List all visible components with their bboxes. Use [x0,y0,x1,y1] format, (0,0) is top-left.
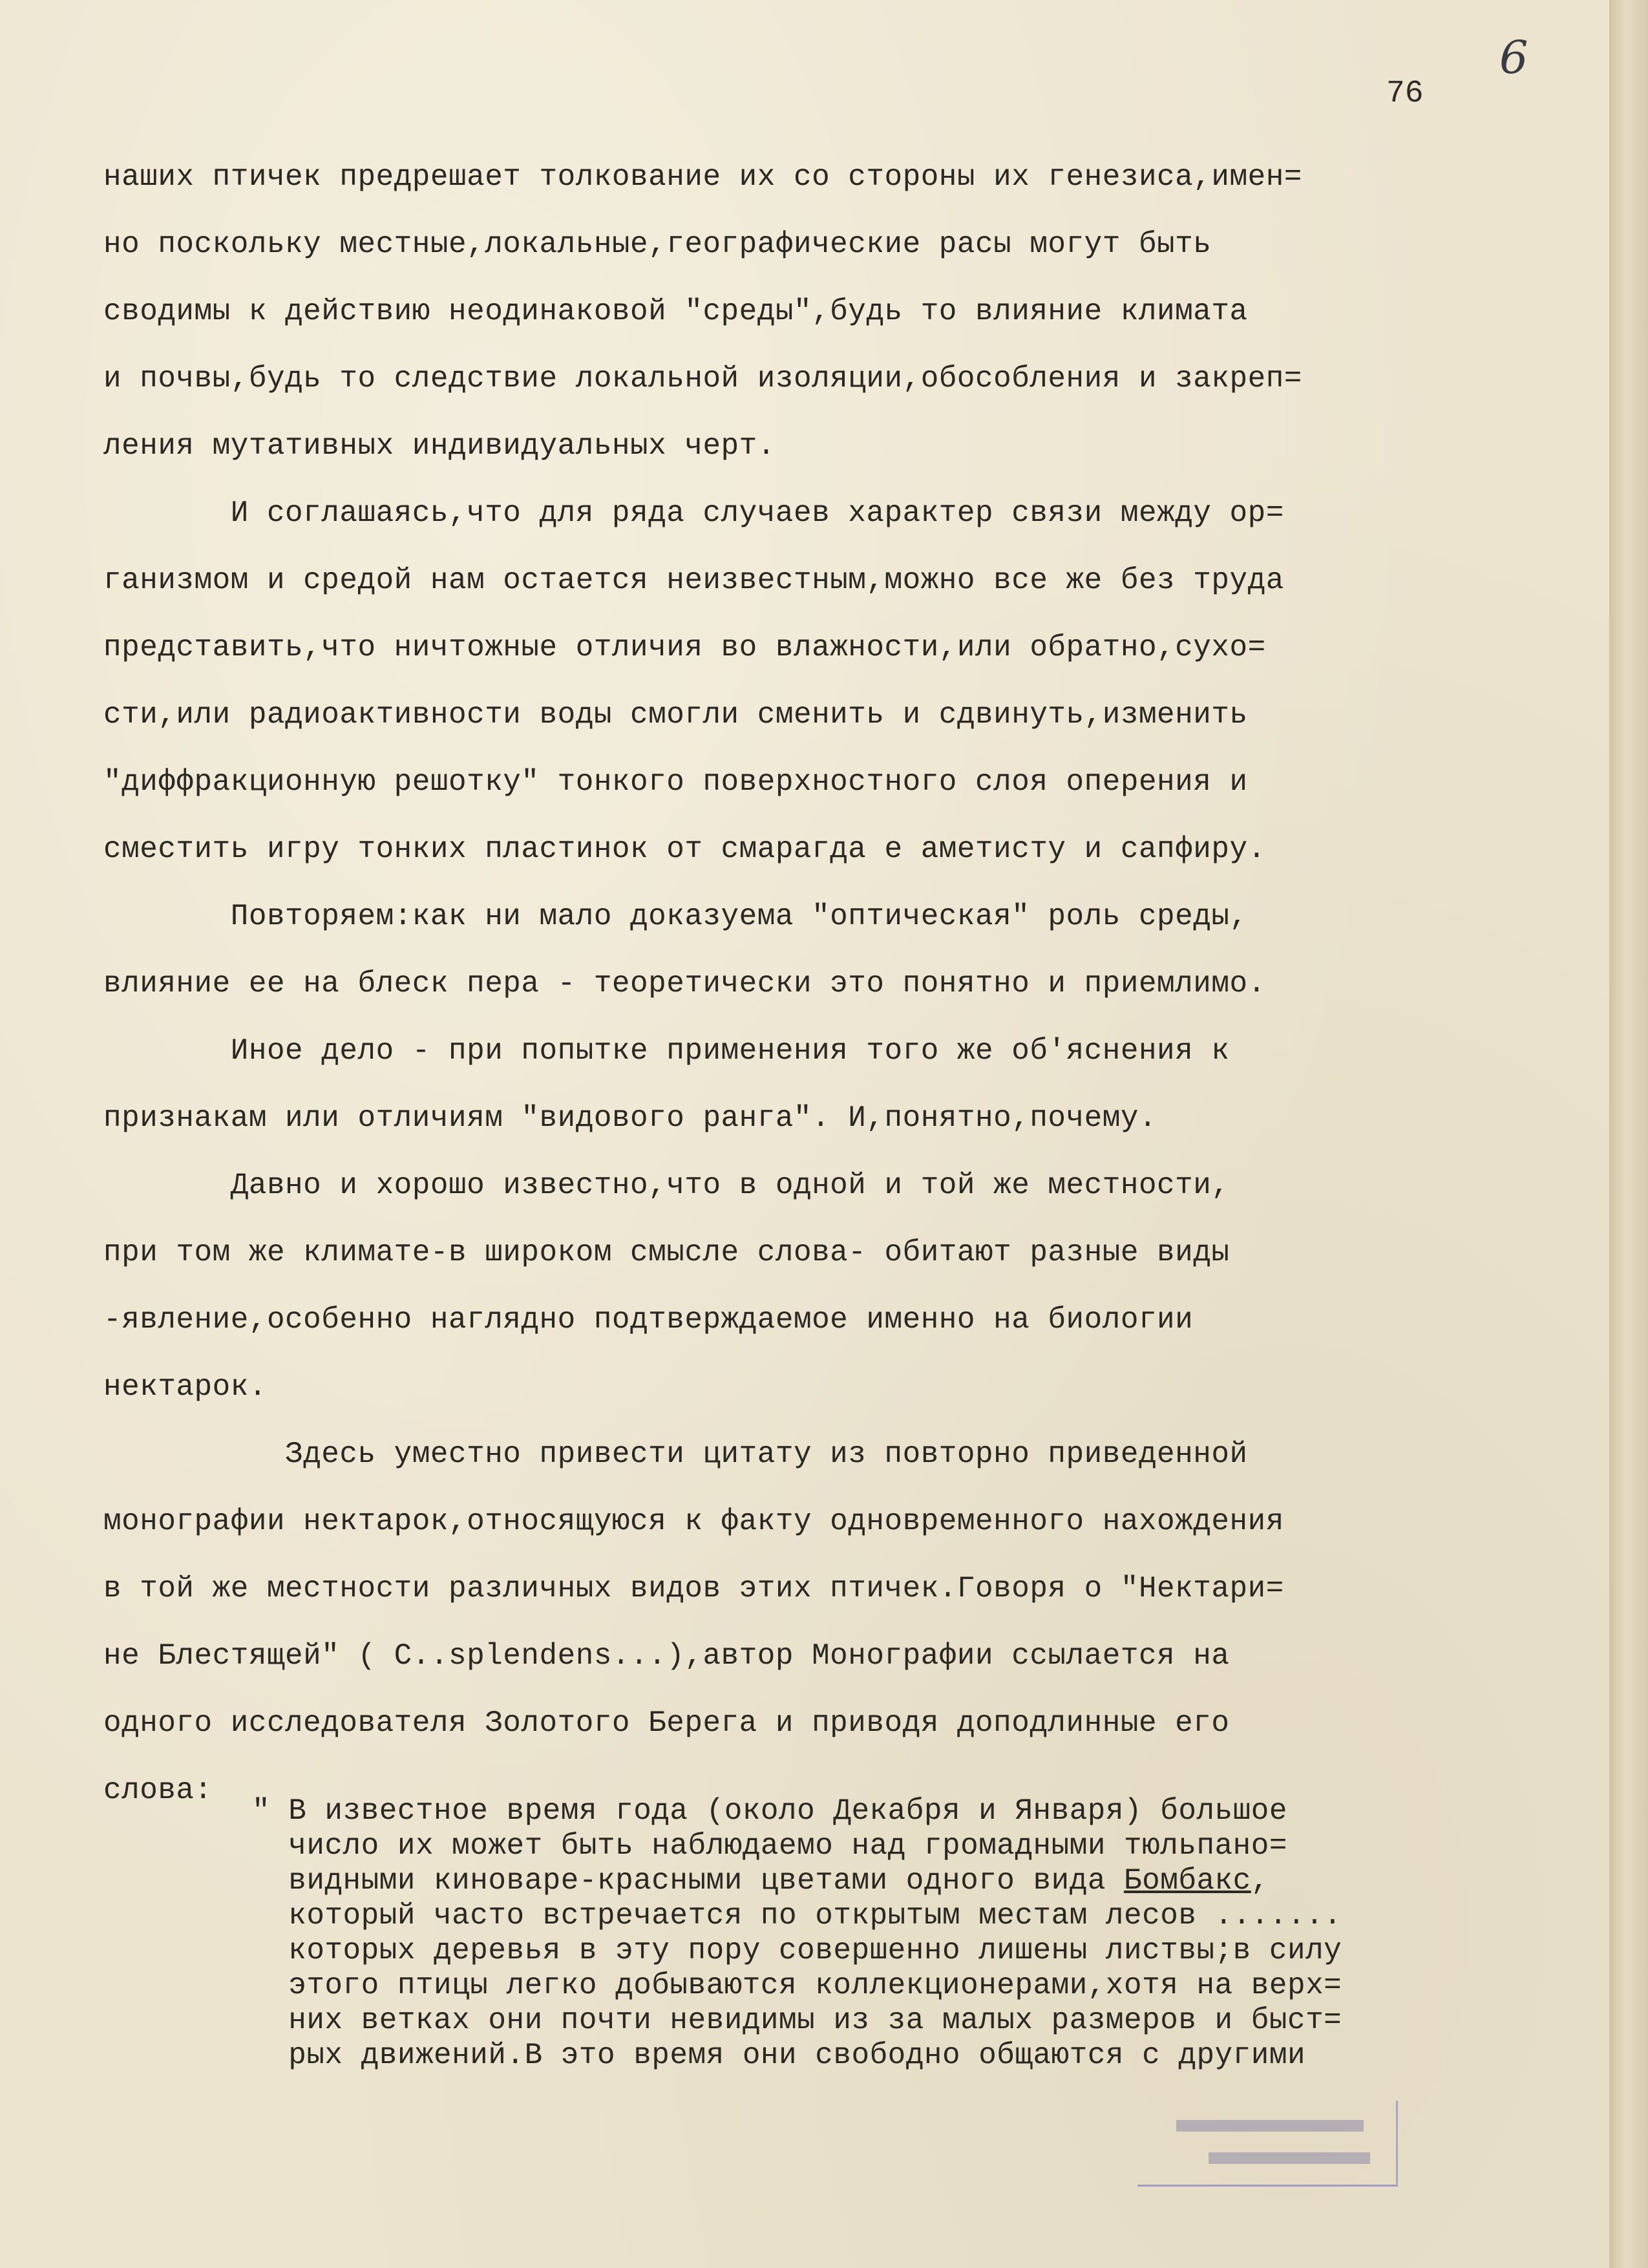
quote-line [252,2038,1558,2073]
quote-line [252,1863,1558,1898]
stamp-border [1137,2101,1398,2187]
block-quote [252,1794,1558,2073]
body-text [103,143,1558,1824]
quote-line [252,2003,1558,2038]
quote-line [252,1794,1558,1828]
text-line: слова: [103,1774,213,1807]
stamp-line [1176,2120,1364,2132]
text-line: сти,или радиоактивности воды смогли сменить и сдвинуть,изменить [103,698,1248,732]
text-line: Здесь уместно привести цитату из повторно приведенной [103,1437,1248,1471]
quote-line [252,1828,1558,1863]
text-line: не Блестящей" ( C..splendens...),автор Монографии ссылается на [103,1639,1230,1673]
quote-line-text: которых деревья в эту пору совершенно лишены листвы;в силу [288,1934,1342,1967]
quote-line-text: этого птицы легко добываются коллекционерами,хотя на верх= [288,1969,1342,2002]
text-line: и почвы,будь то следствие локальной изоляции,обособления и закреп= [103,362,1302,396]
text-line: Давно и хорошо известно,что в одной и той же местности, [103,1169,1230,1202]
text-line: но поскольку местные,локальные,географические расы могут быть [103,228,1212,261]
text-line: в той же местности различных видов этих птичек.Говоря о "Нектари= [103,1572,1284,1606]
text-line: Повторяем:как ни мало доказуема "оптическая" роль среды, [103,900,1248,933]
quote-line-text: них ветках они почти невидимы из за малых размеров и быст= [288,2004,1342,2037]
text-line: сместить игру тонких пластинок от смарагда е аметисту и сапфиру. [103,832,1266,866]
text-line: ганизмом и средой нам остается неизвестным,можно все же без труда [103,564,1284,597]
text-line: влияние ее на блеск пера - теоретически это понятно и приемлимо. [103,967,1266,1001]
quote-line [252,1933,1558,1968]
page-number: 76 [1386,76,1424,111]
text-line: сводимы к действию неодинаковой "среды",будь то влияние климата [103,295,1248,328]
text-line: признакам или отличиям "видового ранга". И,понятно,почему. [103,1101,1157,1135]
quote-line-text: число их может быть наблюдаемо над громадными тюльпано= [288,1829,1287,1863]
text-line: "диффракционную решотку" тонкого поверхностного слоя оперения и [103,765,1248,799]
quote-line [252,1968,1558,2003]
quote-line-text: рых движений.В это время они свободно общаются с другими [288,2039,1306,2072]
quote-line [252,1898,1558,1933]
text-line: при том же климате-в широком смысле слова- обитают разные виды [103,1236,1230,1269]
quote-open-mark: " [252,1794,271,1828]
text-line: монографии нектарок,относящуюся к факту одновременного нахождения [103,1505,1284,1538]
text-line: -явление,особенно наглядно подтверждаемое именно на биологии [103,1303,1194,1337]
text-line: Иное дело - при попытке применения того же об'яснения к [103,1034,1230,1068]
text-line: нектарок. [103,1370,267,1404]
quote-line-text: В известное время года (около Декабря и Января) большое [270,1794,1287,1828]
text-line: одного исследователя Золотого Берега и приводя доподлинные его [103,1706,1230,1740]
text-line: И соглашаясь,что для ряда случаев характер связи между ор= [103,496,1284,530]
text-line: представить,что ничтожные отличия во влажности,или обратно,сухо= [103,631,1266,664]
stamp-line [1209,2152,1370,2164]
archive-folio-number: 6 [1499,31,1528,84]
quote-line-text: который часто встречается по открытым местам лесов ....... [288,1899,1342,1933]
text-line: наших птичек предрешает толкование их со стороны их генезиса,имен= [103,160,1302,194]
quote-punctuation: , [1251,1864,1269,1898]
underlined-term: Бомбакс [1124,1864,1251,1898]
quote-line-text: видными киноваре-красными цветами одного вида [288,1864,1125,1898]
archive-stamp [1137,2101,1396,2185]
text-line: ления мутативных индивидуальных черт. [103,429,776,463]
underlying-page-edge [1609,0,1648,2268]
